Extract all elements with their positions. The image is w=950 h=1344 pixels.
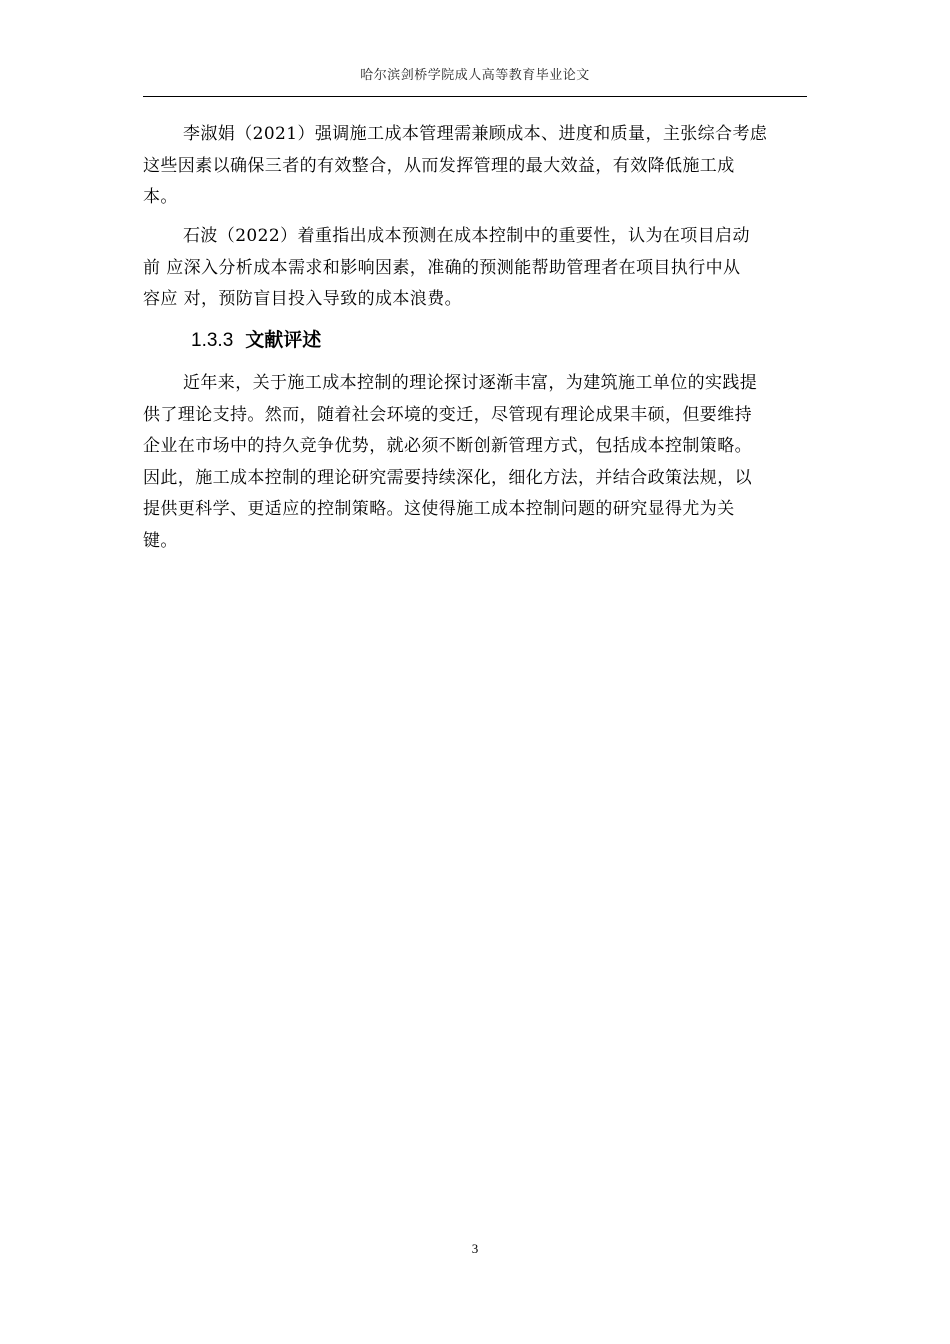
section-title: 文献评述 (245, 329, 322, 351)
text-line: 本。 (143, 187, 178, 207)
paragraph-shi-bo (143, 221, 811, 316)
header-divider (143, 96, 807, 97)
text-line: 李淑娟（2021）强调施工成本管理需兼顾成本、进度和质量，主张综合考虑 (183, 124, 768, 144)
text-line: 这些因素以确保三者的有效整合，从而发挥管理的最大效益，有效降低施工成 (143, 155, 735, 176)
text-line: 键。 (143, 530, 178, 551)
text-line: 供了理论支持。然而，随着社会环境的变迁，尽管现有理论成果丰硕，但要维持 (143, 404, 752, 425)
page-number: 3 (471, 1241, 479, 1256)
text-line: 近年来，关于施工成本控制的理论探讨逐渐丰富，为建筑施工单位的实践提 (183, 373, 758, 393)
text-line: 提供更科学、更适应的控制策略。这使得施工成本控制问题的研究显得尤为关 (143, 499, 735, 519)
text-line: 石波（2022）着重指出成本预测在成本控制中的重要性，认为在项目启动 (183, 226, 750, 246)
paragraph-literature-review (143, 368, 811, 557)
section-number: 1.3.3 (191, 330, 234, 351)
text-line: 企业在市场中的持久竞争优势，就必须不断创新管理方式，包括成本控制策略。 (143, 436, 752, 456)
text-line: 前 应深入分析成本需求和影响因素，准确的预测能帮助管理者在项目执行中从 (143, 257, 741, 278)
text-line: 因此，施工成本控制的理论研究需要持续深化，细化方法，并结合政策法规，以 (143, 467, 752, 488)
text-line: 容应 对，预防盲目投入导致的成本浪费。 (143, 289, 463, 309)
section-heading (191, 326, 321, 355)
running-header: 哈尔滨剑桥学院成人高等教育毕业论文 (360, 68, 590, 83)
paragraph-li-shujuan (143, 119, 811, 214)
